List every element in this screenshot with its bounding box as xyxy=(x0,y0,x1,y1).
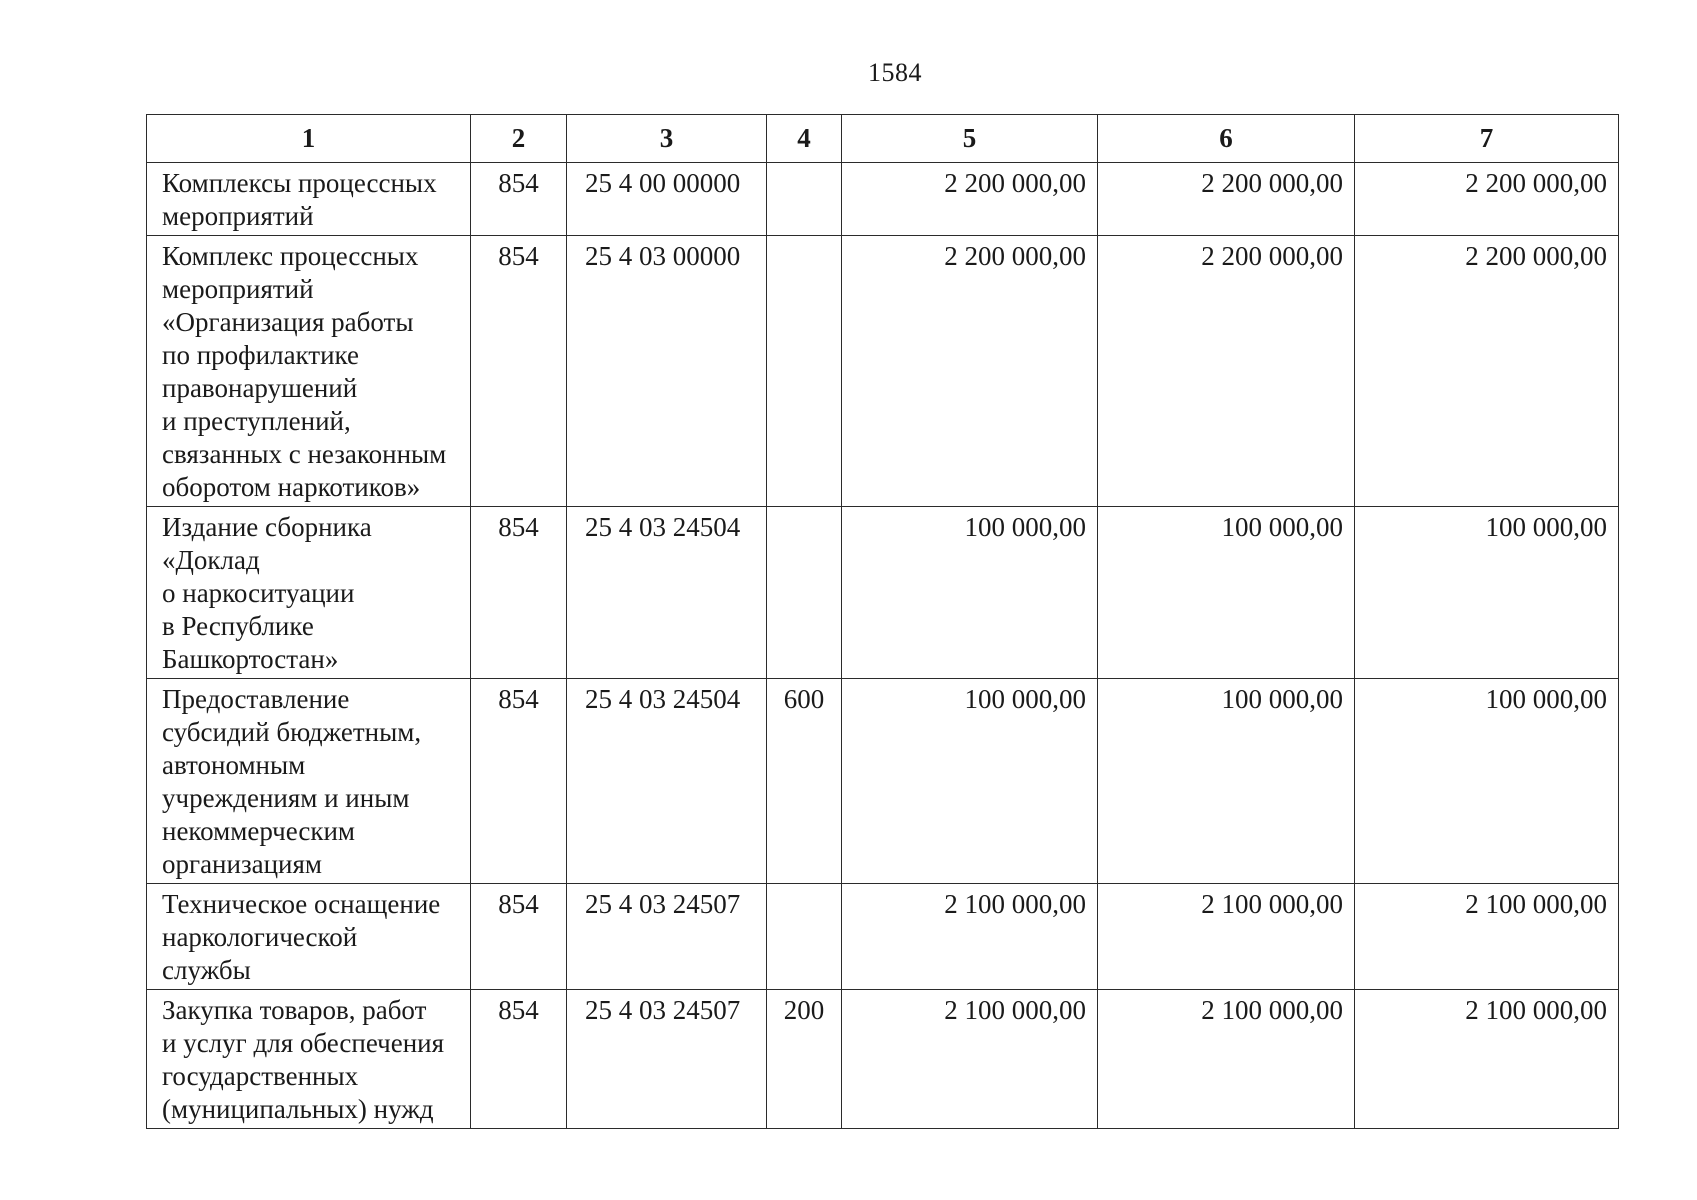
cell-name-line: наркологической xyxy=(162,922,358,952)
cell-target-code: 25 4 03 24504 xyxy=(567,507,767,679)
cell-amount-col6: 2 200 000,00 xyxy=(1098,236,1355,507)
cell-expense-type: 600 xyxy=(767,679,842,884)
cell-target-code: 25 4 03 24504 xyxy=(567,679,767,884)
cell-amount-col6: 2 100 000,00 xyxy=(1098,990,1355,1129)
cell-name xyxy=(147,884,471,990)
cell-expense-type xyxy=(767,236,842,507)
column-header: 2 xyxy=(471,115,567,163)
cell-amount-col7: 2 100 000,00 xyxy=(1355,990,1619,1129)
cell-amount-col5: 100 000,00 xyxy=(842,679,1098,884)
cell-name-line: Комплекс процессных xyxy=(162,241,419,271)
cell-name-line: связанных с незаконным xyxy=(162,439,447,469)
cell-name-line: Издание сборника xyxy=(162,512,372,542)
cell-target-code: 25 4 03 24507 xyxy=(567,884,767,990)
cell-name xyxy=(147,236,471,507)
table-body xyxy=(147,163,1619,1129)
cell-amount-col6: 100 000,00 xyxy=(1098,679,1355,884)
cell-name-line: организациям xyxy=(162,849,323,879)
table-header-row xyxy=(147,115,1619,163)
cell-section-code: 854 xyxy=(471,679,567,884)
cell-expense-type: 200 xyxy=(767,990,842,1129)
cell-name-line: учреждениям и иным xyxy=(162,783,410,813)
column-header: 6 xyxy=(1098,115,1355,163)
cell-amount-col5: 2 100 000,00 xyxy=(842,990,1098,1129)
cell-section-code: 854 xyxy=(471,884,567,990)
cell-name-line: мероприятий xyxy=(162,274,314,304)
cell-name-line: государственных xyxy=(162,1061,359,1091)
cell-section-code: 854 xyxy=(471,507,567,679)
budget-table xyxy=(146,114,1619,1129)
column-header: 7 xyxy=(1355,115,1619,163)
column-header: 4 xyxy=(767,115,842,163)
column-header: 3 xyxy=(567,115,767,163)
cell-name xyxy=(147,163,471,236)
cell-amount-col7: 100 000,00 xyxy=(1355,679,1619,884)
cell-amount-col5: 2 100 000,00 xyxy=(842,884,1098,990)
cell-name-line: «Доклад xyxy=(162,545,260,575)
cell-amount-col6: 2 100 000,00 xyxy=(1098,884,1355,990)
table-row xyxy=(147,163,1619,236)
table-row xyxy=(147,884,1619,990)
cell-name-line: субсидий бюджетным, xyxy=(162,717,422,747)
cell-name xyxy=(147,990,471,1129)
cell-name-line: (муниципальных) нужд xyxy=(162,1094,434,1124)
cell-name-line: автономным xyxy=(162,750,306,780)
cell-amount-col7: 100 000,00 xyxy=(1355,507,1619,679)
table-row xyxy=(147,507,1619,679)
cell-target-code: 25 4 03 24507 xyxy=(567,990,767,1129)
cell-expense-type xyxy=(767,507,842,679)
cell-name-line: Предоставление xyxy=(162,684,350,714)
cell-name-line: о наркоситуации xyxy=(162,578,355,608)
cell-expense-type xyxy=(767,884,842,990)
cell-amount-col7: 2 100 000,00 xyxy=(1355,884,1619,990)
cell-amount-col5: 2 200 000,00 xyxy=(842,163,1098,236)
cell-name xyxy=(147,507,471,679)
cell-amount-col7: 2 200 000,00 xyxy=(1355,163,1619,236)
cell-name-line: Комплексы процессных xyxy=(162,168,437,198)
cell-amount-col6: 2 200 000,00 xyxy=(1098,163,1355,236)
cell-target-code: 25 4 00 00000 xyxy=(567,163,767,236)
cell-name-line: некоммерческим xyxy=(162,816,356,846)
cell-name-line: «Организация работы xyxy=(162,307,414,337)
cell-name-line: Закупка товаров, работ xyxy=(162,995,427,1025)
cell-name-line: Техническое оснащение xyxy=(162,889,441,919)
cell-section-code: 854 xyxy=(471,163,567,236)
column-header: 5 xyxy=(842,115,1098,163)
cell-name-line: службы xyxy=(162,955,251,985)
table-row xyxy=(147,990,1619,1129)
cell-expense-type xyxy=(767,163,842,236)
cell-name-line: и преступлений, xyxy=(162,406,351,436)
cell-amount-col7: 2 200 000,00 xyxy=(1355,236,1619,507)
table-row xyxy=(147,236,1619,507)
cell-name-line: Башкортостан» xyxy=(162,644,339,674)
cell-section-code: 854 xyxy=(471,990,567,1129)
cell-name-line: мероприятий xyxy=(162,201,314,231)
table-row xyxy=(147,679,1619,884)
cell-amount-col5: 2 200 000,00 xyxy=(842,236,1098,507)
cell-target-code: 25 4 03 00000 xyxy=(567,236,767,507)
cell-amount-col5: 100 000,00 xyxy=(842,507,1098,679)
column-header: 1 xyxy=(147,115,471,163)
page-number: 1584 xyxy=(868,58,922,87)
cell-name xyxy=(147,679,471,884)
cell-name-line: по профилактике xyxy=(162,340,359,370)
cell-name-line: правонарушений xyxy=(162,373,358,403)
cell-amount-col6: 100 000,00 xyxy=(1098,507,1355,679)
cell-name-line: в Республике xyxy=(162,611,314,641)
cell-section-code: 854 xyxy=(471,236,567,507)
cell-name-line: оборотом наркотиков» xyxy=(162,472,421,502)
cell-name-line: и услуг для обеспечения xyxy=(162,1028,445,1058)
